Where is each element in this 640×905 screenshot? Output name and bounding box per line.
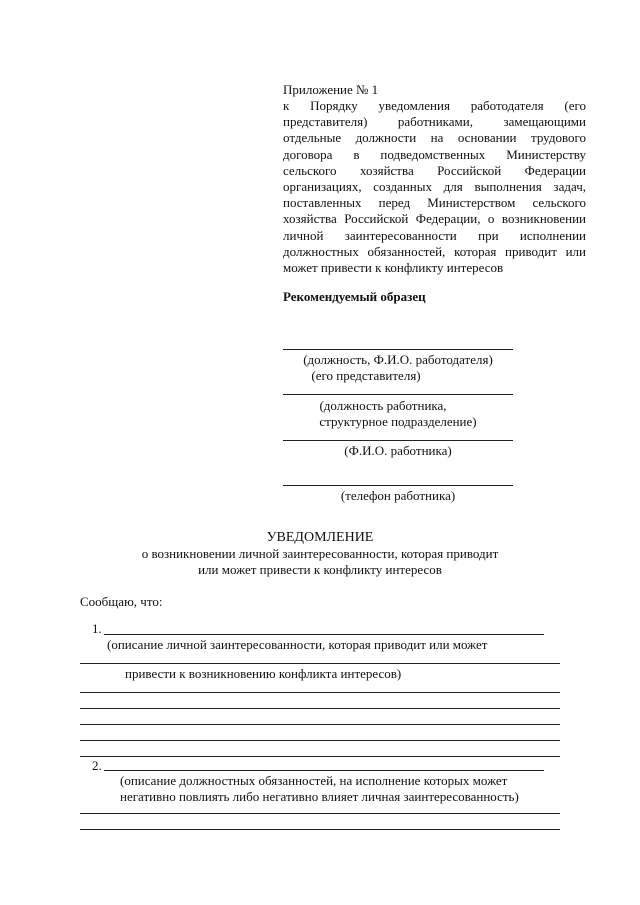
employer-input-line[interactable] xyxy=(283,349,513,350)
employee-name-input-line[interactable] xyxy=(283,440,513,441)
employee-phone-input-line[interactable] xyxy=(283,485,513,486)
notice-subtitle-1: о возникновении личной заинтересованности, которая приводит xyxy=(141,546,499,561)
notice-title: УВЕДОМЛЕНИЕ xyxy=(266,530,374,545)
sample-label: Рекомендуемый образец xyxy=(283,289,426,304)
item-number: 1. xyxy=(92,621,102,636)
employee-position-caption-2: структурное подразделение) xyxy=(319,414,477,429)
employee-position-input-line[interactable] xyxy=(283,394,513,395)
notice-subtitle-2: или может привести к конфликту интересов xyxy=(198,562,442,577)
item-hint-1: (описание личной заинтересованности, которая приводит или может xyxy=(107,637,488,652)
item-hint-2: негативно повлиять либо негативно влияет личная заинтересованность) xyxy=(120,789,519,804)
item-input-line[interactable] xyxy=(104,770,544,771)
employer-caption-1: (должность, Ф.И.О. работодателя) xyxy=(303,352,493,367)
item-input-line[interactable] xyxy=(80,829,560,830)
item-number: 2. xyxy=(92,758,102,773)
employee-name-caption: (Ф.И.О. работника) xyxy=(344,443,452,458)
item-input-line[interactable] xyxy=(80,813,560,814)
annex-title: Приложение № 1 xyxy=(283,82,379,97)
item-input-line[interactable] xyxy=(80,692,560,693)
annex-description: к Порядку уведомления работодателя (его представителя) работниками, замещающими отдельные должности на основании трудового договора в подведомственных Министерству сельского хозяйства Российской Федерации организациях, созданных для выполнения задач, поставленных перед Министерством сельского хозяйства Российской Федерации, о возникновении личной заинтересованности при исполнении должностных обязанностей, которая приводит или может привести к конфликту интересов xyxy=(283,98,586,276)
item-input-line[interactable] xyxy=(80,740,560,741)
item-input-line[interactable] xyxy=(80,663,560,664)
employer-caption-2: (его представителя) xyxy=(311,368,421,383)
item-hint-2: привести к возникновению конфликта интересов) xyxy=(125,666,402,681)
item-hint-1: (описание должностных обязанностей, на исполнение которых может xyxy=(120,773,508,788)
item-input-line[interactable] xyxy=(80,708,560,709)
item-input-line[interactable] xyxy=(80,756,560,757)
intro-text: Сообщаю, что: xyxy=(80,594,163,609)
employee-phone-caption: (телефон работника) xyxy=(340,488,456,503)
item-input-line[interactable] xyxy=(104,634,544,635)
employee-position-caption-1: (должность работника, xyxy=(319,398,447,413)
item-input-line[interactable] xyxy=(80,724,560,725)
